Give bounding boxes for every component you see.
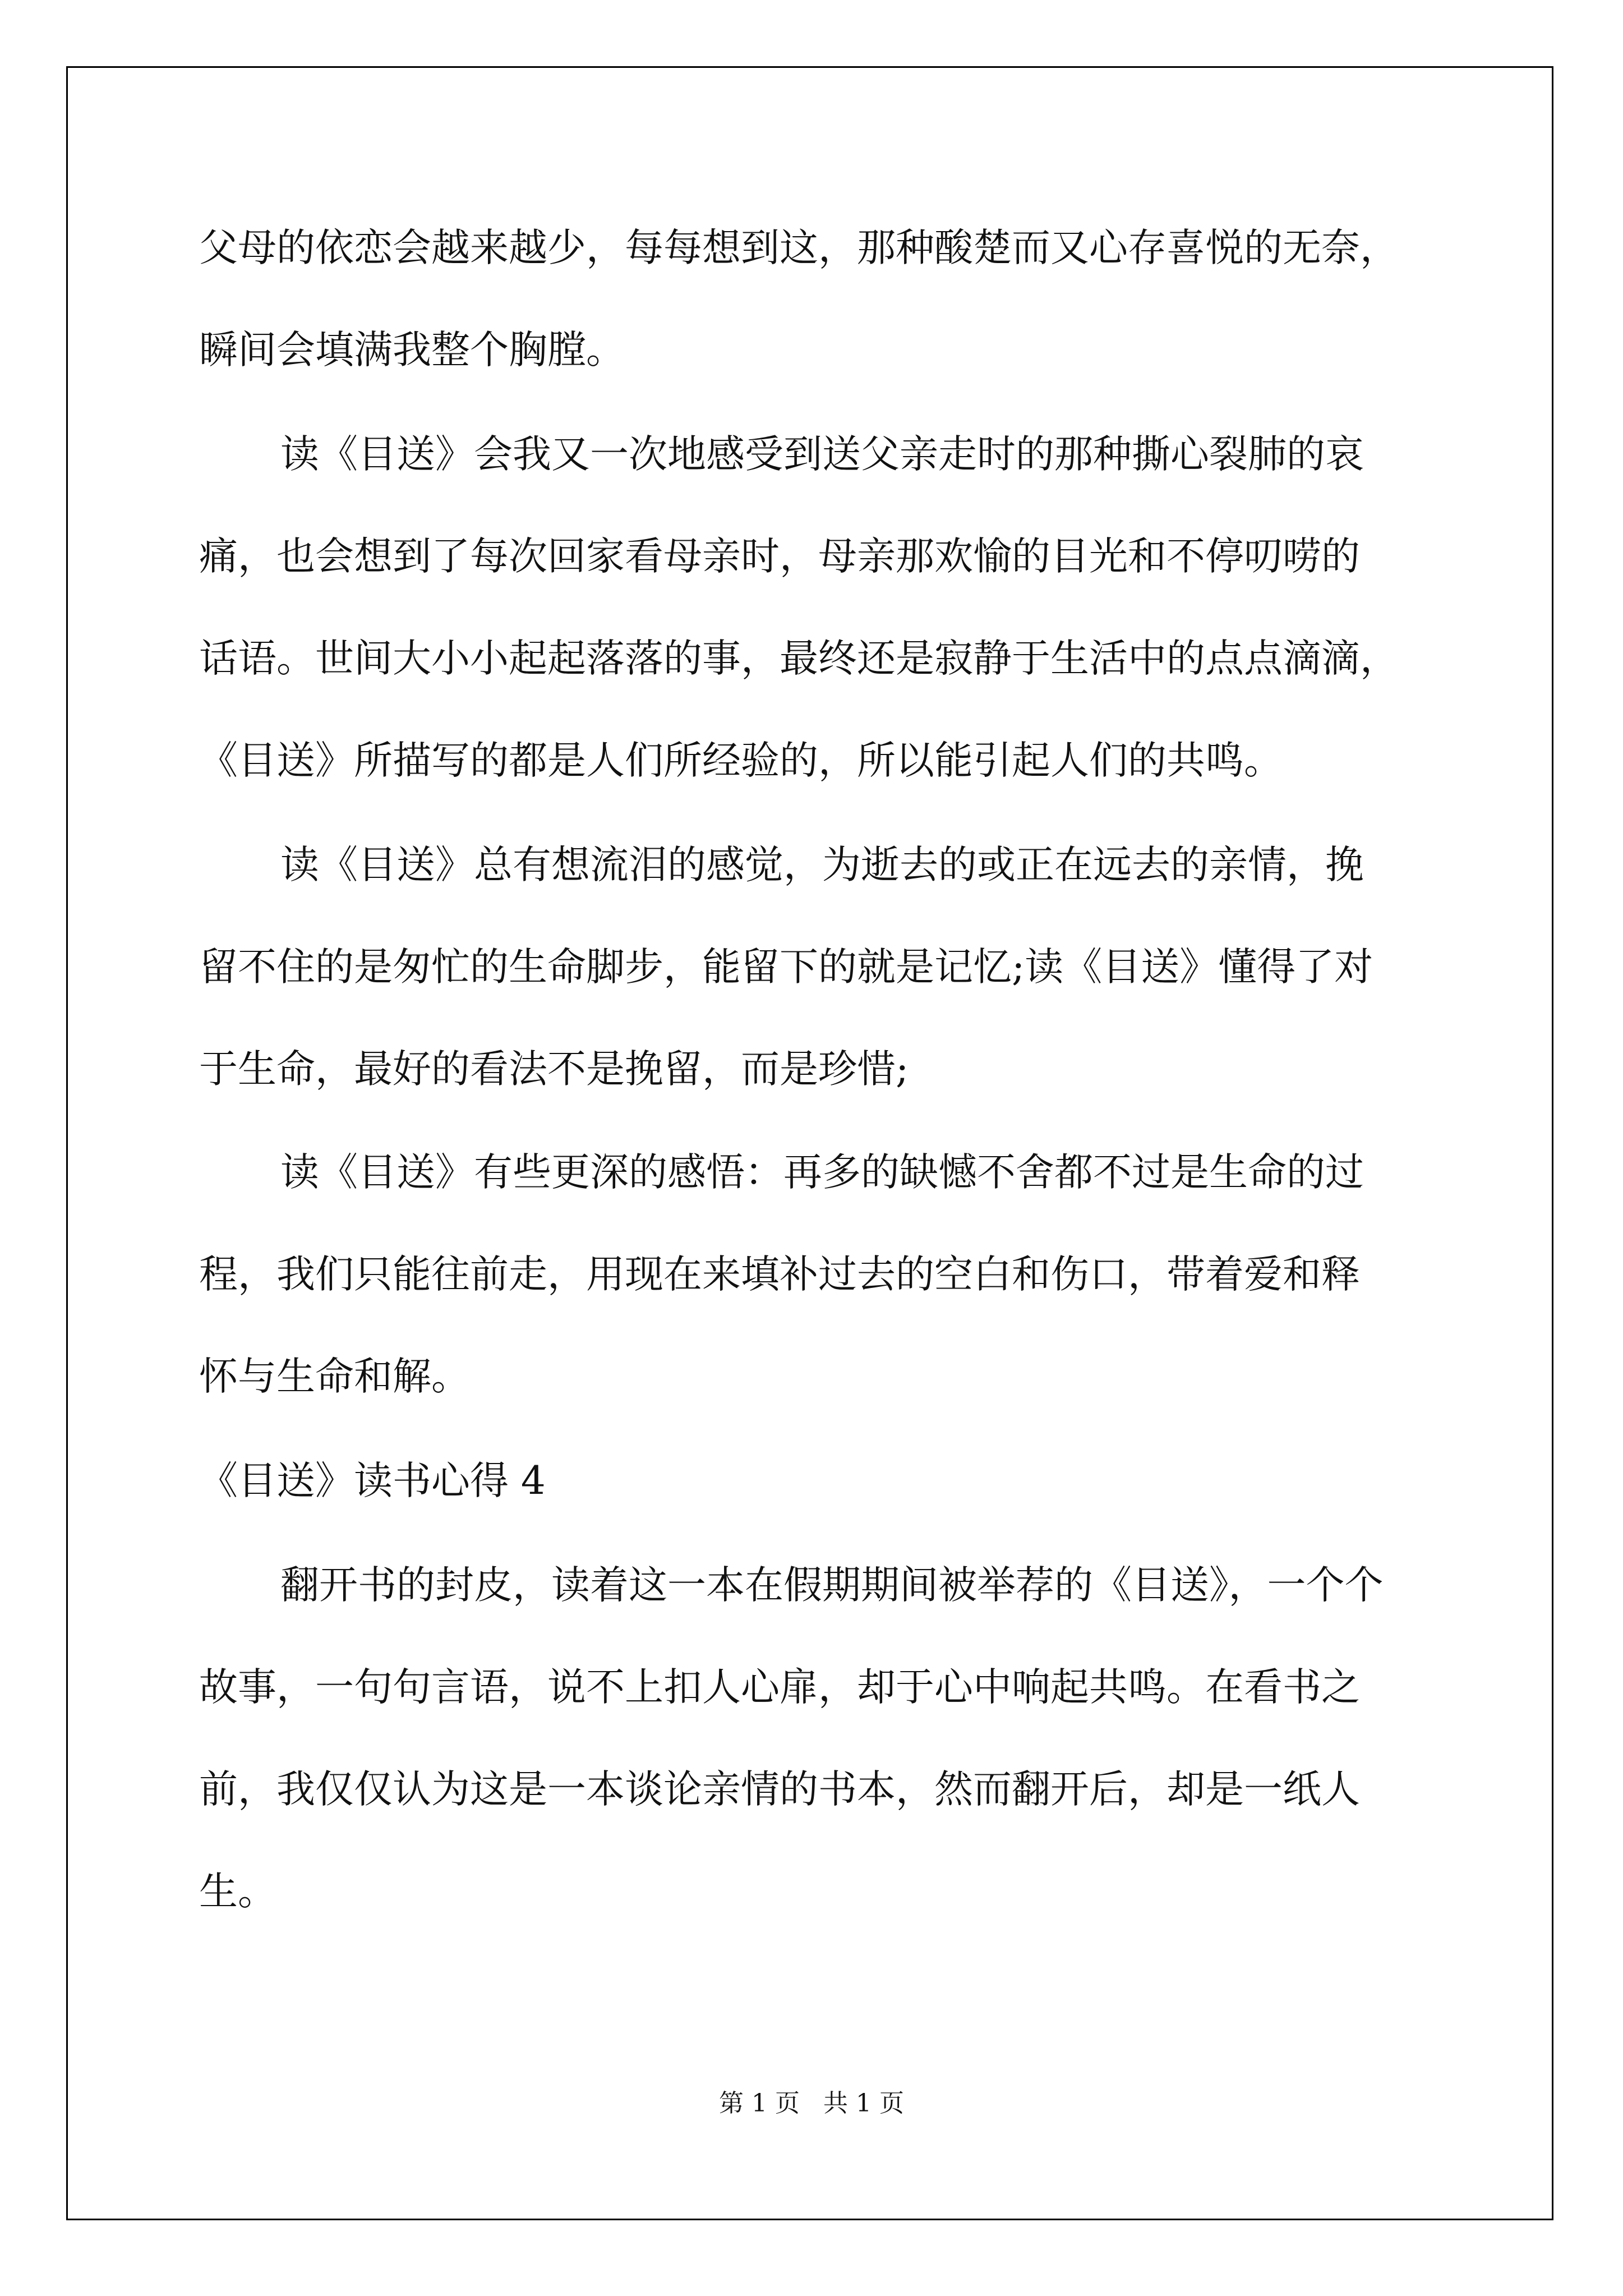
text-line: 程，我们只能往前走，用现在来填补过去的空白和伤口，带着爱和释 [199,1252,1360,1297]
text-line: 话语。世间大小小起起落落的事，最终还是寂静于生活中的点点滴滴， [199,636,1399,681]
text-line: 生。 [199,1869,276,1914]
text-line: 前，我仅仅认为这是一本谈论亲情的书本，然而翻开后，却是一纸人 [199,1767,1360,1812]
text-line: 怀与生命和解。 [199,1354,470,1399]
paragraph-start-line: 读《目送》有些更深的感悟：再多的缺憾不舍都不过是生命的过 [280,1150,1364,1195]
paragraph-start-line: 翻开书的封皮，读着这一本在假期期间被举荐的《目送》，一个个 [280,1563,1384,1608]
text-line: 留不住的是匆忙的生命脚步，能留下的就是记忆;读《目送》懂得了对 [199,945,1373,990]
page-footer: 第 1 页 共 1 页 [719,2089,904,2118]
page-border [66,66,1553,2220]
paragraph-start-line: 读《目送》会我又一次地感受到送父亲走时的那种撕心裂肺的哀 [280,432,1364,477]
paragraph-start-line: 读《目送》总有想流泪的感觉，为逝去的或正在远去的亲情，挽 [280,843,1364,887]
text-line: 瞬间会填满我整个胸膛。 [199,328,625,372]
text-line: 《目送》所描写的都是人们所经验的，所以能引起人们的共鸣。 [199,738,1283,783]
section-heading: 《目送》读书心得 4 [199,1458,546,1503]
text-line: 痛，也会想到了每次回家看母亲时，母亲那欢愉的目光和不停叨唠的 [199,534,1360,579]
text-line: 父母的依恋会越来越少，每每想到这，那种酸楚而又心存喜悦的无奈， [199,226,1399,270]
text-line: 于生命，最好的看法不是挽留，而是珍惜; [199,1047,909,1092]
text-line: 故事，一句句言语，说不上扣人心扉，却于心中响起共鸣。在看书之 [199,1665,1360,1710]
